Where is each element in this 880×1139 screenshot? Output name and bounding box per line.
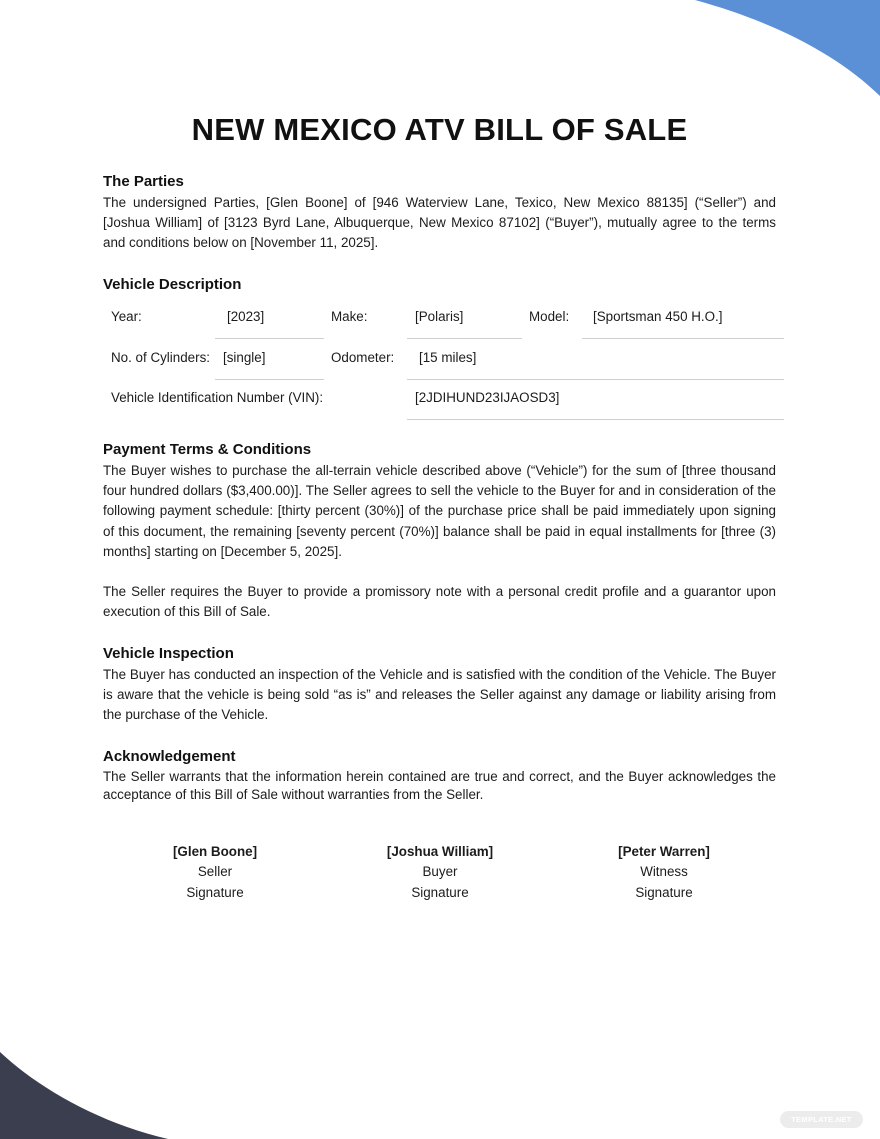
- seller-signature-label: Signature: [186, 884, 244, 900]
- witness-name: [Peter Warren]: [618, 844, 710, 859]
- year-underline: [215, 338, 324, 339]
- witness-signature-block: [564, 842, 764, 903]
- acknowledgement-heading: Acknowledgement: [103, 748, 236, 765]
- make-value: [Polaris]: [415, 309, 464, 324]
- seller-role: Seller: [197, 864, 233, 880]
- bottom-left-dark-swoosh: [0, 1052, 168, 1139]
- vin-value: [2JDIHUND23IJAOSD3]: [415, 390, 560, 405]
- odometer-underline: [407, 379, 784, 380]
- parties-heading: The Parties: [103, 173, 184, 190]
- seller-name: [Glen Boone]: [172, 844, 258, 859]
- buyer-name: [Joshua William]: [386, 844, 494, 859]
- vin-label: Vehicle Identification Number (VIN):: [111, 390, 324, 405]
- buyer-role: Buyer: [422, 864, 458, 880]
- model-value: [Sportsman 450 H.O.]: [593, 309, 723, 324]
- document-title: NEW MEXICO ATV BILL OF SALE: [191, 112, 688, 147]
- vehicle-description-heading: Vehicle Description: [103, 276, 242, 293]
- seller-signature-block: [115, 842, 315, 903]
- year-label: Year:: [111, 309, 142, 324]
- cylinders-underline: [215, 379, 324, 380]
- model-label: Model:: [529, 309, 570, 324]
- parties-paragraph: The undersigned Parties, [Glen Boone] of [946 Waterview Lane, Texico, New Mexico 88135] (“Seller”) and [Joshua William] of [3123 Byrd Lane, Albuquerque, New Mexico 87102] (“Buyer”), mutually agree to the terms and conditions below on [November 11, 2025].: [103, 195, 776, 251]
- cylinders-value: [single]: [223, 350, 266, 365]
- make-underline: [407, 338, 522, 339]
- vehicle-inspection-heading: Vehicle Inspection: [103, 645, 234, 662]
- make-label: Make:: [331, 309, 368, 324]
- odometer-label: Odometer:: [331, 350, 395, 365]
- buyer-signature-label: Signature: [411, 884, 469, 900]
- payment-terms-paragraph-2: The Seller requires the Buyer to provide a promissory note with a personal credit profile and a guarantor upon execution of this Bill of Sale.: [103, 584, 776, 620]
- vehicle-description-table: [103, 298, 784, 422]
- template-watermark: TEMPLATE.NET: [780, 1111, 863, 1128]
- witness-signature-label: Signature: [635, 884, 693, 900]
- cylinders-label: No. of Cylinders:: [111, 350, 210, 365]
- vin-underline: [407, 419, 784, 420]
- vehicle-inspection-paragraph: The Buyer has conducted an inspection of the Vehicle and is satisfied with the condition of the Vehicle. The Buyer is aware that the vehicle is being sold “as is” and releases the Seller against any damage or liability arising from the purchase of the Vehicle.: [103, 667, 776, 723]
- acknowledgement-paragraph: The Seller warrants that the information herein contained are true and correct, and the Buyer acknowledges the acceptance of this Bill of Sale without warranties from the Seller.: [103, 769, 776, 802]
- year-value: [2023]: [227, 309, 265, 324]
- witness-role: Witness: [640, 864, 688, 880]
- odometer-value: [15 miles]: [419, 350, 477, 365]
- top-right-blue-swoosh: [695, 0, 880, 96]
- buyer-signature-block: [340, 842, 540, 903]
- payment-terms-heading: Payment Terms & Conditions: [103, 441, 312, 458]
- payment-terms-paragraph-1: The Buyer wishes to purchase the all-terrain vehicle described above (“Vehicle”) for the sum of [three thousand four hundred dollars ($3,400.00)]. The Seller agrees to sell the vehicle to the Buyer for and in consideration of the following payment schedule: [thirty percent (30%)] of the purchase price shall be paid immediately upon signing of this document, the remaining [seventy percent (70%)] balance shall be paid in equal installments for [three (3) months] starting on [December 5, 2025].: [103, 463, 776, 559]
- model-underline: [582, 338, 784, 339]
